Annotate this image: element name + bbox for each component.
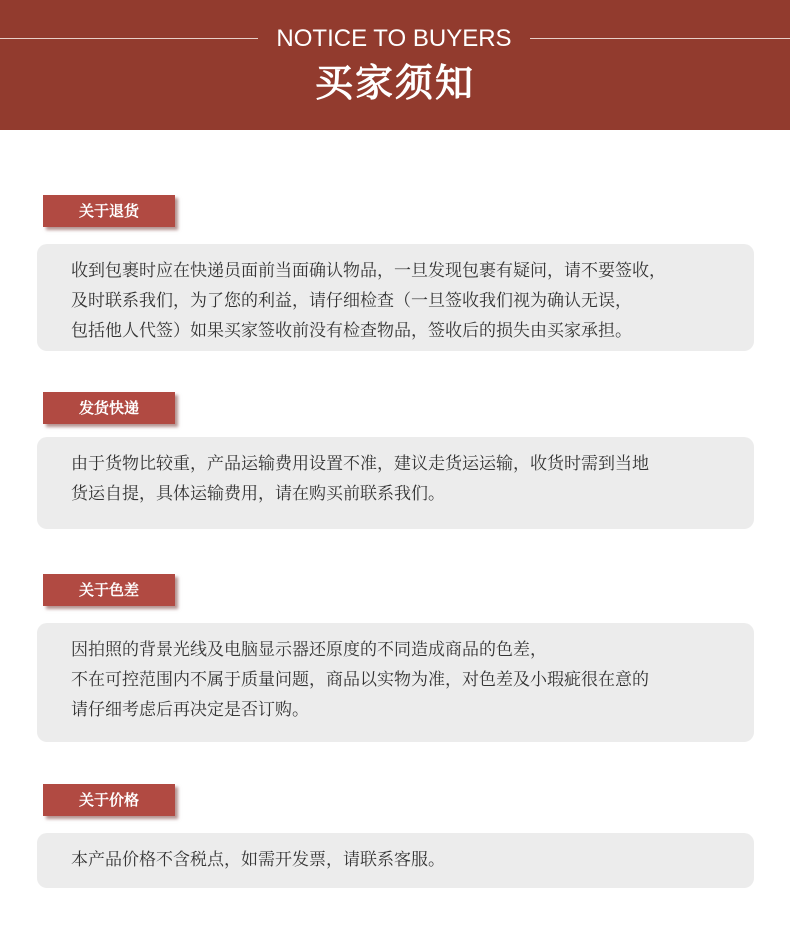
section-tag-shipping: 发货快递 — [43, 392, 175, 424]
section-text-line: 收到包裹时应在快递员面前当面确认物品，一旦发现包裹有疑问，请不要签收， — [71, 261, 666, 281]
section-text-line: 因拍照的背景光线及电脑显示器还原度的不同造成商品的色差， — [71, 640, 547, 660]
page-header — [0, 0, 790, 130]
header-title-cn: 买家须知 — [314, 61, 475, 105]
section-tag-color-difference: 关于色差 — [43, 574, 175, 606]
section-tag-price: 关于价格 — [43, 784, 175, 816]
section-text-line: 本产品价格不含税点，如需开发票，请联系客服。 — [71, 850, 445, 870]
header-divider-left — [0, 38, 258, 39]
section-text-line: 请仔细考虑后再决定是否订购。 — [71, 700, 309, 720]
header-title-en: NOTICE TO BUYERS — [276, 25, 512, 52]
section-text-line: 及时联系我们，为了您的利益，请仔细检查（一旦签收我们视为确认无误， — [71, 291, 632, 311]
section-box-color-difference — [37, 623, 754, 742]
section-text-line: 货运自提，具体运输费用，请在购买前联系我们。 — [71, 484, 445, 504]
header-divider-right — [530, 38, 790, 39]
section-box-price — [37, 833, 754, 888]
section-text-line: 不在可控范围内不属于质量问题，商品以实物为准，对色差及小瑕疵很在意的 — [71, 670, 649, 690]
section-box-shipping — [37, 437, 754, 529]
section-text-line: 包括他人代签）如果买家签收前没有检查物品，签收后的损失由买家承担。 — [71, 321, 632, 341]
section-box-returns — [37, 244, 754, 351]
section-tag-returns: 关于退货 — [43, 195, 175, 227]
section-text-line: 由于货物比较重，产品运输费用设置不准，建议走货运运输，收货时需到当地 — [71, 454, 649, 474]
